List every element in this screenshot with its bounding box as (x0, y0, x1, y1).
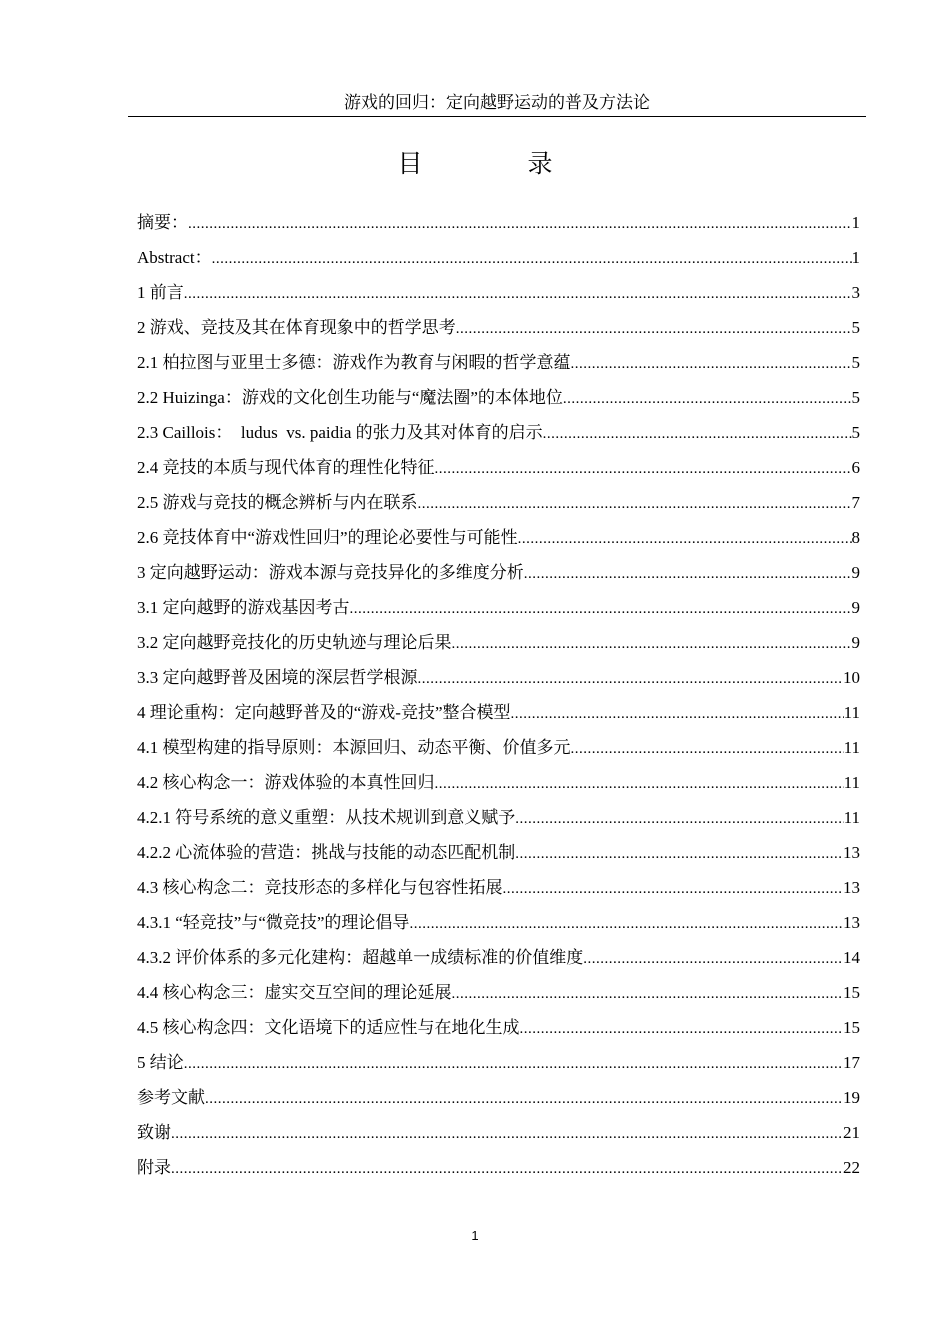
toc-entry-label: 3 定向越野运动：游戏本源与竞技异化的多维度分析 (137, 563, 524, 582)
toc-entry[interactable] (137, 805, 860, 840)
toc-entry-label: 3.3 定向越野普及困境的深层哲学根源 (137, 668, 418, 687)
toc-dot-leader (418, 666, 844, 692)
toc-entry-page: 9 (851, 598, 860, 617)
toc-entry-page: 14 (843, 948, 860, 967)
toc-entry[interactable] (137, 385, 860, 420)
toc-entry[interactable] (137, 770, 860, 805)
toc-entry[interactable] (137, 630, 860, 665)
toc-entry-label: 2.4 竞技的本质与现代体育的理性化特征 (137, 458, 435, 477)
toc-entry-label: 3.1 定向越野的游戏基因考古 (137, 598, 350, 617)
toc-entry[interactable] (137, 560, 860, 595)
toc-entry-label: 摘要： (137, 213, 188, 232)
toc-entry[interactable] (137, 1120, 860, 1155)
page-number: 1 (471, 1228, 479, 1243)
toc-entry-page: 3 (851, 283, 860, 302)
toc-dot-leader (515, 841, 843, 867)
toc-entry-label: 4.5 核心构念四：文化语境下的适应性与在地化生成 (137, 1018, 520, 1037)
toc-entry-label: 1 前言 (137, 283, 184, 302)
toc-dot-leader (571, 736, 844, 762)
toc-dot-leader (452, 981, 844, 1007)
toc-entry-page: 22 (843, 1158, 860, 1177)
running-header: 游戏的回归：定向越野运动的普及方法论 (128, 92, 866, 117)
toc-entry-page: 5 (851, 353, 860, 372)
toc-dot-leader (350, 596, 852, 622)
table-of-contents (137, 210, 860, 1190)
toc-entry-label: 2 游戏、竞技及其在体育现象中的哲学思考 (137, 318, 456, 337)
toc-entry-page: 19 (843, 1088, 860, 1107)
toc-entry-page: 13 (843, 843, 860, 862)
toc-entry-label: 4.3 核心构念二：竞技形态的多样化与包容性拓展 (137, 878, 503, 897)
toc-entry-page: 5 (851, 423, 860, 442)
toc-dot-leader (435, 456, 852, 482)
toc-dot-leader (571, 351, 852, 377)
toc-dot-leader (188, 211, 852, 237)
toc-dot-leader (184, 281, 852, 307)
toc-entry[interactable] (137, 420, 860, 455)
toc-entry-label: 致谢 (137, 1123, 171, 1142)
toc-entry[interactable] (137, 280, 860, 315)
toc-entry-page: 11 (843, 773, 860, 792)
toc-dot-leader (435, 771, 844, 797)
toc-entry[interactable] (137, 1015, 860, 1050)
toc-entry[interactable] (137, 1155, 860, 1190)
toc-entry-page: 10 (843, 668, 860, 687)
toc-entry-label: 4.2.1 符号系统的意义重塑：从技术规训到意义赋予 (137, 808, 516, 827)
toc-dot-leader (452, 631, 852, 657)
toc-entry-label: Abstract： (137, 248, 212, 267)
toc-entry-page: 15 (843, 983, 860, 1002)
toc-entry[interactable] (137, 945, 860, 980)
toc-entry-page: 1 (851, 213, 860, 232)
toc-entry-label: 4.2 核心构念一：游戏体验的本真性回归 (137, 773, 435, 792)
toc-dot-leader (520, 1016, 844, 1042)
toc-entry-label: 参考文献 (137, 1088, 205, 1107)
toc-entry-page: 5 (851, 388, 860, 407)
toc-dot-leader (503, 876, 844, 902)
toc-dot-leader (583, 946, 843, 972)
toc-entry[interactable] (137, 1085, 860, 1120)
toc-entry[interactable] (137, 210, 860, 245)
toc-entry-label: 4.4 核心构念三：虚实交互空间的理论延展 (137, 983, 452, 1002)
toc-dot-leader (518, 526, 852, 552)
toc-entry[interactable] (137, 245, 860, 280)
toc-dot-leader (515, 806, 843, 832)
toc-dot-leader (456, 316, 852, 342)
toc-entry-label: 2.3 Caillois： ludus vs. paidia 的张力及其对体育的启示 (137, 423, 543, 442)
toc-entry-label: 4.3.2 评价体系的多元化建构：超越单一成绩标准的价值维度 (137, 948, 584, 967)
toc-entry[interactable] (137, 980, 860, 1015)
toc-entry-label: 2.1 柏拉图与亚里士多德：游戏作为教育与闲暇的哲学意蕴 (137, 353, 571, 372)
toc-entry-label: 附录 (137, 1158, 171, 1177)
toc-entry-label: 2.5 游戏与竞技的概念辨析与内在联系 (137, 493, 418, 512)
toc-entry[interactable] (137, 455, 860, 490)
toc-entry[interactable] (137, 665, 860, 700)
toc-entry[interactable] (137, 700, 860, 735)
toc-entry[interactable] (137, 490, 860, 525)
toc-entry-label: 4.3.1 “轻竞技”与“微竞技”的理论倡导 (137, 913, 410, 932)
toc-entry[interactable] (137, 840, 860, 875)
toc-dot-leader (511, 701, 844, 727)
toc-dot-leader (409, 911, 843, 937)
toc-dot-leader (418, 491, 852, 517)
toc-entry[interactable] (137, 350, 860, 385)
toc-entry[interactable] (137, 1050, 860, 1085)
toc-entry-label: 4 理论重构：定向越野普及的“游戏-竞技”整合模型 (137, 703, 511, 722)
toc-entry-page: 6 (851, 458, 860, 477)
toc-entry-page: 11 (843, 703, 860, 722)
toc-entry-page: 9 (851, 563, 860, 582)
toc-entry-page: 1 (851, 248, 860, 267)
toc-entry-label: 3.2 定向越野竞技化的历史轨迹与理论后果 (137, 633, 452, 652)
toc-entry[interactable] (137, 735, 860, 770)
toc-dot-leader (563, 386, 852, 412)
toc-entry[interactable] (137, 525, 860, 560)
toc-entry-label: 4.1 模型构建的指导原则：本源回归、动态平衡、价值多元 (137, 738, 571, 757)
toc-dot-leader (212, 246, 852, 272)
toc-dot-leader (543, 421, 852, 447)
toc-entry[interactable] (137, 910, 860, 945)
toc-dot-leader (205, 1086, 843, 1112)
toc-entry[interactable] (137, 875, 860, 910)
toc-entry-page: 13 (843, 878, 860, 897)
toc-entry-page: 5 (851, 318, 860, 337)
toc-entry-label: 2.2 Huizinga：游戏的文化创生功能与“魔法圈”的本体地位 (137, 388, 563, 407)
toc-entry[interactable] (137, 595, 860, 630)
toc-entry-label: 2.6 竞技体育中“游戏性回归”的理论必要性与可能性 (137, 528, 518, 547)
toc-entry-page: 15 (843, 1018, 860, 1037)
toc-entry-page: 13 (843, 913, 860, 932)
toc-dot-leader (184, 1051, 843, 1077)
toc-entry-page: 11 (843, 808, 860, 827)
toc-entry[interactable] (137, 315, 860, 350)
toc-entry-page: 11 (843, 738, 860, 757)
toc-dot-leader (171, 1156, 843, 1182)
toc-entry-page: 17 (843, 1053, 860, 1072)
toc-entry-page: 7 (851, 493, 860, 512)
toc-dot-leader (524, 561, 852, 587)
toc-entry-label: 4.2.2 心流体验的营造：挑战与技能的动态匹配机制 (137, 843, 516, 862)
toc-title: 目 录 (397, 151, 593, 178)
toc-dot-leader (171, 1121, 843, 1147)
toc-entry-page: 9 (851, 633, 860, 652)
toc-entry-label: 5 结论 (137, 1053, 184, 1072)
toc-entry-page: 21 (843, 1123, 860, 1142)
toc-entry-page: 8 (851, 528, 860, 547)
